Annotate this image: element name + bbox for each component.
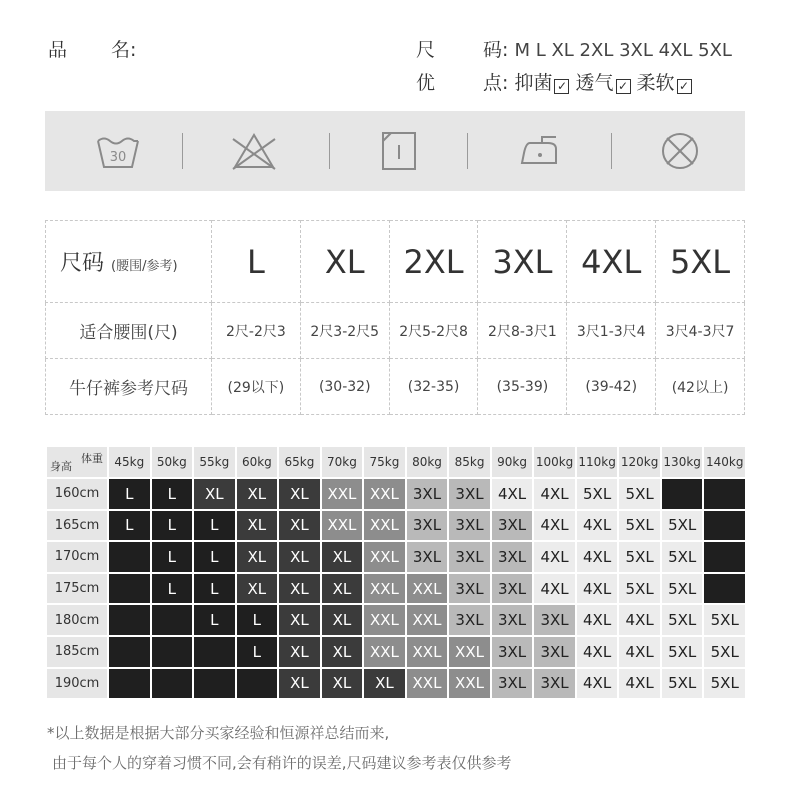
size-cell: 5XL xyxy=(704,605,745,635)
weight-header-cell: 75kg xyxy=(364,447,405,477)
size-cell: 5XL xyxy=(704,637,745,667)
size-cell xyxy=(152,637,193,667)
grid-row xyxy=(47,542,745,572)
size-cell: XXL xyxy=(364,574,405,604)
table-cell: 3尺1-3尺4 xyxy=(567,303,656,359)
size-cell: L xyxy=(194,542,235,572)
size-cell xyxy=(109,574,150,604)
size-cell: L xyxy=(237,637,278,667)
size-cell: 3XL xyxy=(449,574,490,604)
size-cell: 5XL xyxy=(662,574,703,604)
size-title: 尺码 xyxy=(60,251,105,276)
checkbox-icon: ✓ xyxy=(554,79,569,94)
size-cell: 4XL xyxy=(619,669,660,699)
size-cell: XXL xyxy=(322,479,363,509)
size-cell: XL xyxy=(237,511,278,541)
size-cell: 5XL xyxy=(619,574,660,604)
size-cell: XL xyxy=(322,542,363,572)
size-cell: 3XL xyxy=(407,479,448,509)
size-cell xyxy=(704,479,745,509)
height-cell: 190cm xyxy=(47,669,107,699)
table-cell: (32-35) xyxy=(389,359,478,415)
size-cell xyxy=(704,542,745,572)
feature-label-2: 点: xyxy=(483,72,509,94)
size-cell: 5XL xyxy=(662,669,703,699)
feature-soft: 柔软 xyxy=(636,72,675,94)
size-cell: 3XL xyxy=(449,511,490,541)
weight-header-cell: 85kg xyxy=(449,447,490,477)
size-cell: 4XL xyxy=(534,574,575,604)
height-axis-label: 身高 xyxy=(50,460,72,473)
size-cell: L xyxy=(194,511,235,541)
size-recommendation-grid xyxy=(45,445,747,700)
size-cell: XXL xyxy=(364,542,405,572)
feature-antibacterial: 抑菌 xyxy=(514,72,553,94)
size-cell: 5XL xyxy=(662,511,703,541)
divider xyxy=(467,133,468,169)
size-cell: L xyxy=(194,605,235,635)
weight-header-cell: 120kg xyxy=(619,447,660,477)
row-label: 牛仔裤参考尺码 xyxy=(46,359,212,415)
size-cell xyxy=(109,637,150,667)
divider xyxy=(329,133,330,169)
wash-30-icon xyxy=(95,129,141,173)
size-cell: XL xyxy=(279,605,320,635)
size-cell: XXL xyxy=(407,669,448,699)
size-cell: XL xyxy=(322,574,363,604)
size-cell: XL xyxy=(322,637,363,667)
grid-row xyxy=(47,574,745,604)
table-cell: (39-42) xyxy=(567,359,656,415)
tumble-dry-icon xyxy=(375,129,421,173)
size-cell: XL xyxy=(364,669,405,699)
size-cell: XL xyxy=(279,574,320,604)
size-cell: XL xyxy=(322,605,363,635)
size-header-cell: 3XL xyxy=(478,221,567,303)
footnote-line-2: 由于每个人的穿着习惯不同,会有稍许的误差,尺码建议参考表仅供参考 xyxy=(52,754,512,772)
size-cell: 3XL xyxy=(492,542,533,572)
size-cell xyxy=(704,511,745,541)
checkbox-icon: ✓ xyxy=(677,79,692,94)
product-size-row xyxy=(416,35,732,62)
size-cell: 4XL xyxy=(577,669,618,699)
size-cell: 3XL xyxy=(492,511,533,541)
size-cell: XXL xyxy=(322,511,363,541)
size-cell: XL xyxy=(279,511,320,541)
size-cell: XXL xyxy=(364,479,405,509)
grid-row xyxy=(47,479,745,509)
size-cell: 3XL xyxy=(407,511,448,541)
weight-header-cell: 45kg xyxy=(109,447,150,477)
size-cell: 3XL xyxy=(407,542,448,572)
size-chart-header xyxy=(46,221,745,303)
size-cell xyxy=(152,669,193,699)
table-cell: (29以下) xyxy=(212,359,301,415)
grid-corner xyxy=(47,447,107,477)
size-cell: XL xyxy=(237,479,278,509)
size-cell: XL xyxy=(279,479,320,509)
weight-header-cell: 50kg xyxy=(152,447,193,477)
size-cell: XXL xyxy=(364,605,405,635)
table-cell: (30-32) xyxy=(300,359,389,415)
table-cell: 2尺5-2尺8 xyxy=(389,303,478,359)
size-cell xyxy=(237,669,278,699)
size-cell: 5XL xyxy=(704,669,745,699)
size-cell: XXL xyxy=(364,511,405,541)
size-cell: 4XL xyxy=(534,511,575,541)
grid-row xyxy=(47,669,745,699)
size-cell xyxy=(152,605,193,635)
height-cell: 180cm xyxy=(47,605,107,635)
feature-breathable: 透气 xyxy=(575,72,614,94)
size-cell: 3XL xyxy=(492,669,533,699)
grid-row xyxy=(47,637,745,667)
size-cell: 5XL xyxy=(577,479,618,509)
weight-header-cell: 65kg xyxy=(279,447,320,477)
divider xyxy=(182,133,183,169)
size-cell: 5XL xyxy=(619,542,660,572)
size-cell xyxy=(194,669,235,699)
height-cell: 185cm xyxy=(47,637,107,667)
size-cell: L xyxy=(152,511,193,541)
size-cell: 4XL xyxy=(577,605,618,635)
size-cell: 4XL xyxy=(577,542,618,572)
size-header-cell: L xyxy=(212,221,301,303)
name-label-2: 名: xyxy=(111,39,137,61)
size-cell: XL xyxy=(322,669,363,699)
size-cell: XXL xyxy=(449,669,490,699)
height-cell: 165cm xyxy=(47,511,107,541)
size-cell: 3XL xyxy=(449,605,490,635)
table-cell: (35-39) xyxy=(478,359,567,415)
table-cell: 2尺8-3尺1 xyxy=(478,303,567,359)
size-cell: XXL xyxy=(407,574,448,604)
size-cell: 4XL xyxy=(534,479,575,509)
size-cell: 4XL xyxy=(577,637,618,667)
feature-label-1: 优 xyxy=(416,72,436,94)
size-subtitle: (腰围/参考) xyxy=(111,259,178,274)
waist-row xyxy=(46,303,745,359)
size-cell: 5XL xyxy=(619,479,660,509)
size-cell: XL xyxy=(279,542,320,572)
size-header-cell: 5XL xyxy=(656,221,745,303)
weight-header-cell: 55kg xyxy=(194,447,235,477)
table-cell: 2尺3-2尺5 xyxy=(300,303,389,359)
weight-header-cell: 140kg xyxy=(704,447,745,477)
available-sizes: M L XL 2XL 3XL 4XL 5XL xyxy=(514,40,732,61)
size-cell: 5XL xyxy=(662,542,703,572)
size-chart-title xyxy=(46,221,212,303)
weight-header-cell: 130kg xyxy=(662,447,703,477)
size-cell: XL xyxy=(279,669,320,699)
size-cell xyxy=(109,669,150,699)
weight-header-cell: 100kg xyxy=(534,447,575,477)
size-cell: 3XL xyxy=(449,542,490,572)
weight-header-cell: 70kg xyxy=(322,447,363,477)
size-cell xyxy=(194,637,235,667)
size-header-cell: XL xyxy=(300,221,389,303)
size-header-cell: 4XL xyxy=(567,221,656,303)
size-header-cell: 2XL xyxy=(389,221,478,303)
size-cell: 4XL xyxy=(534,542,575,572)
weight-header-cell: 90kg xyxy=(492,447,533,477)
size-cell: 4XL xyxy=(492,479,533,509)
height-cell: 175cm xyxy=(47,574,107,604)
size-cell: XL xyxy=(194,479,235,509)
size-cell: L xyxy=(194,574,235,604)
size-cell: XL xyxy=(237,542,278,572)
checkbox-icon: ✓ xyxy=(616,79,631,94)
size-cell: L xyxy=(237,605,278,635)
divider xyxy=(611,133,612,169)
size-cell: 3XL xyxy=(492,574,533,604)
height-cell: 160cm xyxy=(47,479,107,509)
size-cell: XXL xyxy=(364,637,405,667)
size-cell: 5XL xyxy=(662,605,703,635)
table-cell: 3尺4-3尺7 xyxy=(656,303,745,359)
size-cell: 3XL xyxy=(492,605,533,635)
size-cell: 3XL xyxy=(449,479,490,509)
svg-text:30: 30 xyxy=(109,150,127,165)
iron-low-icon xyxy=(516,129,562,173)
size-cell xyxy=(662,479,703,509)
no-bleach-icon xyxy=(231,129,277,173)
table-cell: 2尺-2尺3 xyxy=(212,303,301,359)
size-cell: 3XL xyxy=(534,637,575,667)
size-cell: 4XL xyxy=(619,605,660,635)
weight-header-cell: 110kg xyxy=(577,447,618,477)
size-cell: 3XL xyxy=(534,669,575,699)
size-cell: L xyxy=(109,479,150,509)
size-cell: L xyxy=(152,542,193,572)
size-cell: 4XL xyxy=(577,511,618,541)
jeans-size-row xyxy=(46,359,745,415)
size-cell: 5XL xyxy=(662,637,703,667)
size-cell: 4XL xyxy=(619,637,660,667)
grid-header xyxy=(47,447,745,477)
size-cell: XXL xyxy=(449,637,490,667)
footnote-line-1: *以上数据是根据大部分买家经验和恒源祥总结而来, xyxy=(47,724,390,742)
size-cell: 4XL xyxy=(577,574,618,604)
size-cell xyxy=(109,542,150,572)
size-cell xyxy=(704,574,745,604)
size-cell: L xyxy=(152,479,193,509)
size-cell: 5XL xyxy=(619,511,660,541)
size-cell xyxy=(109,605,150,635)
size-cell: XXL xyxy=(407,637,448,667)
size-cell: XL xyxy=(237,574,278,604)
no-dry-clean-icon xyxy=(657,129,703,173)
weight-header-cell: 60kg xyxy=(237,447,278,477)
grid-row xyxy=(47,511,745,541)
size-label-1: 尺 xyxy=(416,39,436,61)
size-cell: L xyxy=(109,511,150,541)
grid-row xyxy=(47,605,745,635)
size-cell: L xyxy=(152,574,193,604)
size-cell: XL xyxy=(279,637,320,667)
size-cell: XXL xyxy=(407,605,448,635)
row-label: 适合腰围(尺) xyxy=(46,303,212,359)
product-feature-row xyxy=(416,68,698,95)
size-cell: 3XL xyxy=(492,637,533,667)
size-cell: 3XL xyxy=(534,605,575,635)
name-label-1: 品 xyxy=(48,39,68,61)
weight-axis-label: 体重 xyxy=(81,452,103,465)
size-chart-table xyxy=(45,220,745,415)
size-label-2: 码: xyxy=(483,39,509,61)
table-cell: (42以上) xyxy=(656,359,745,415)
height-cell: 170cm xyxy=(47,542,107,572)
care-instructions-band xyxy=(45,111,745,191)
product-name-row xyxy=(48,35,136,62)
weight-header-cell: 80kg xyxy=(407,447,448,477)
